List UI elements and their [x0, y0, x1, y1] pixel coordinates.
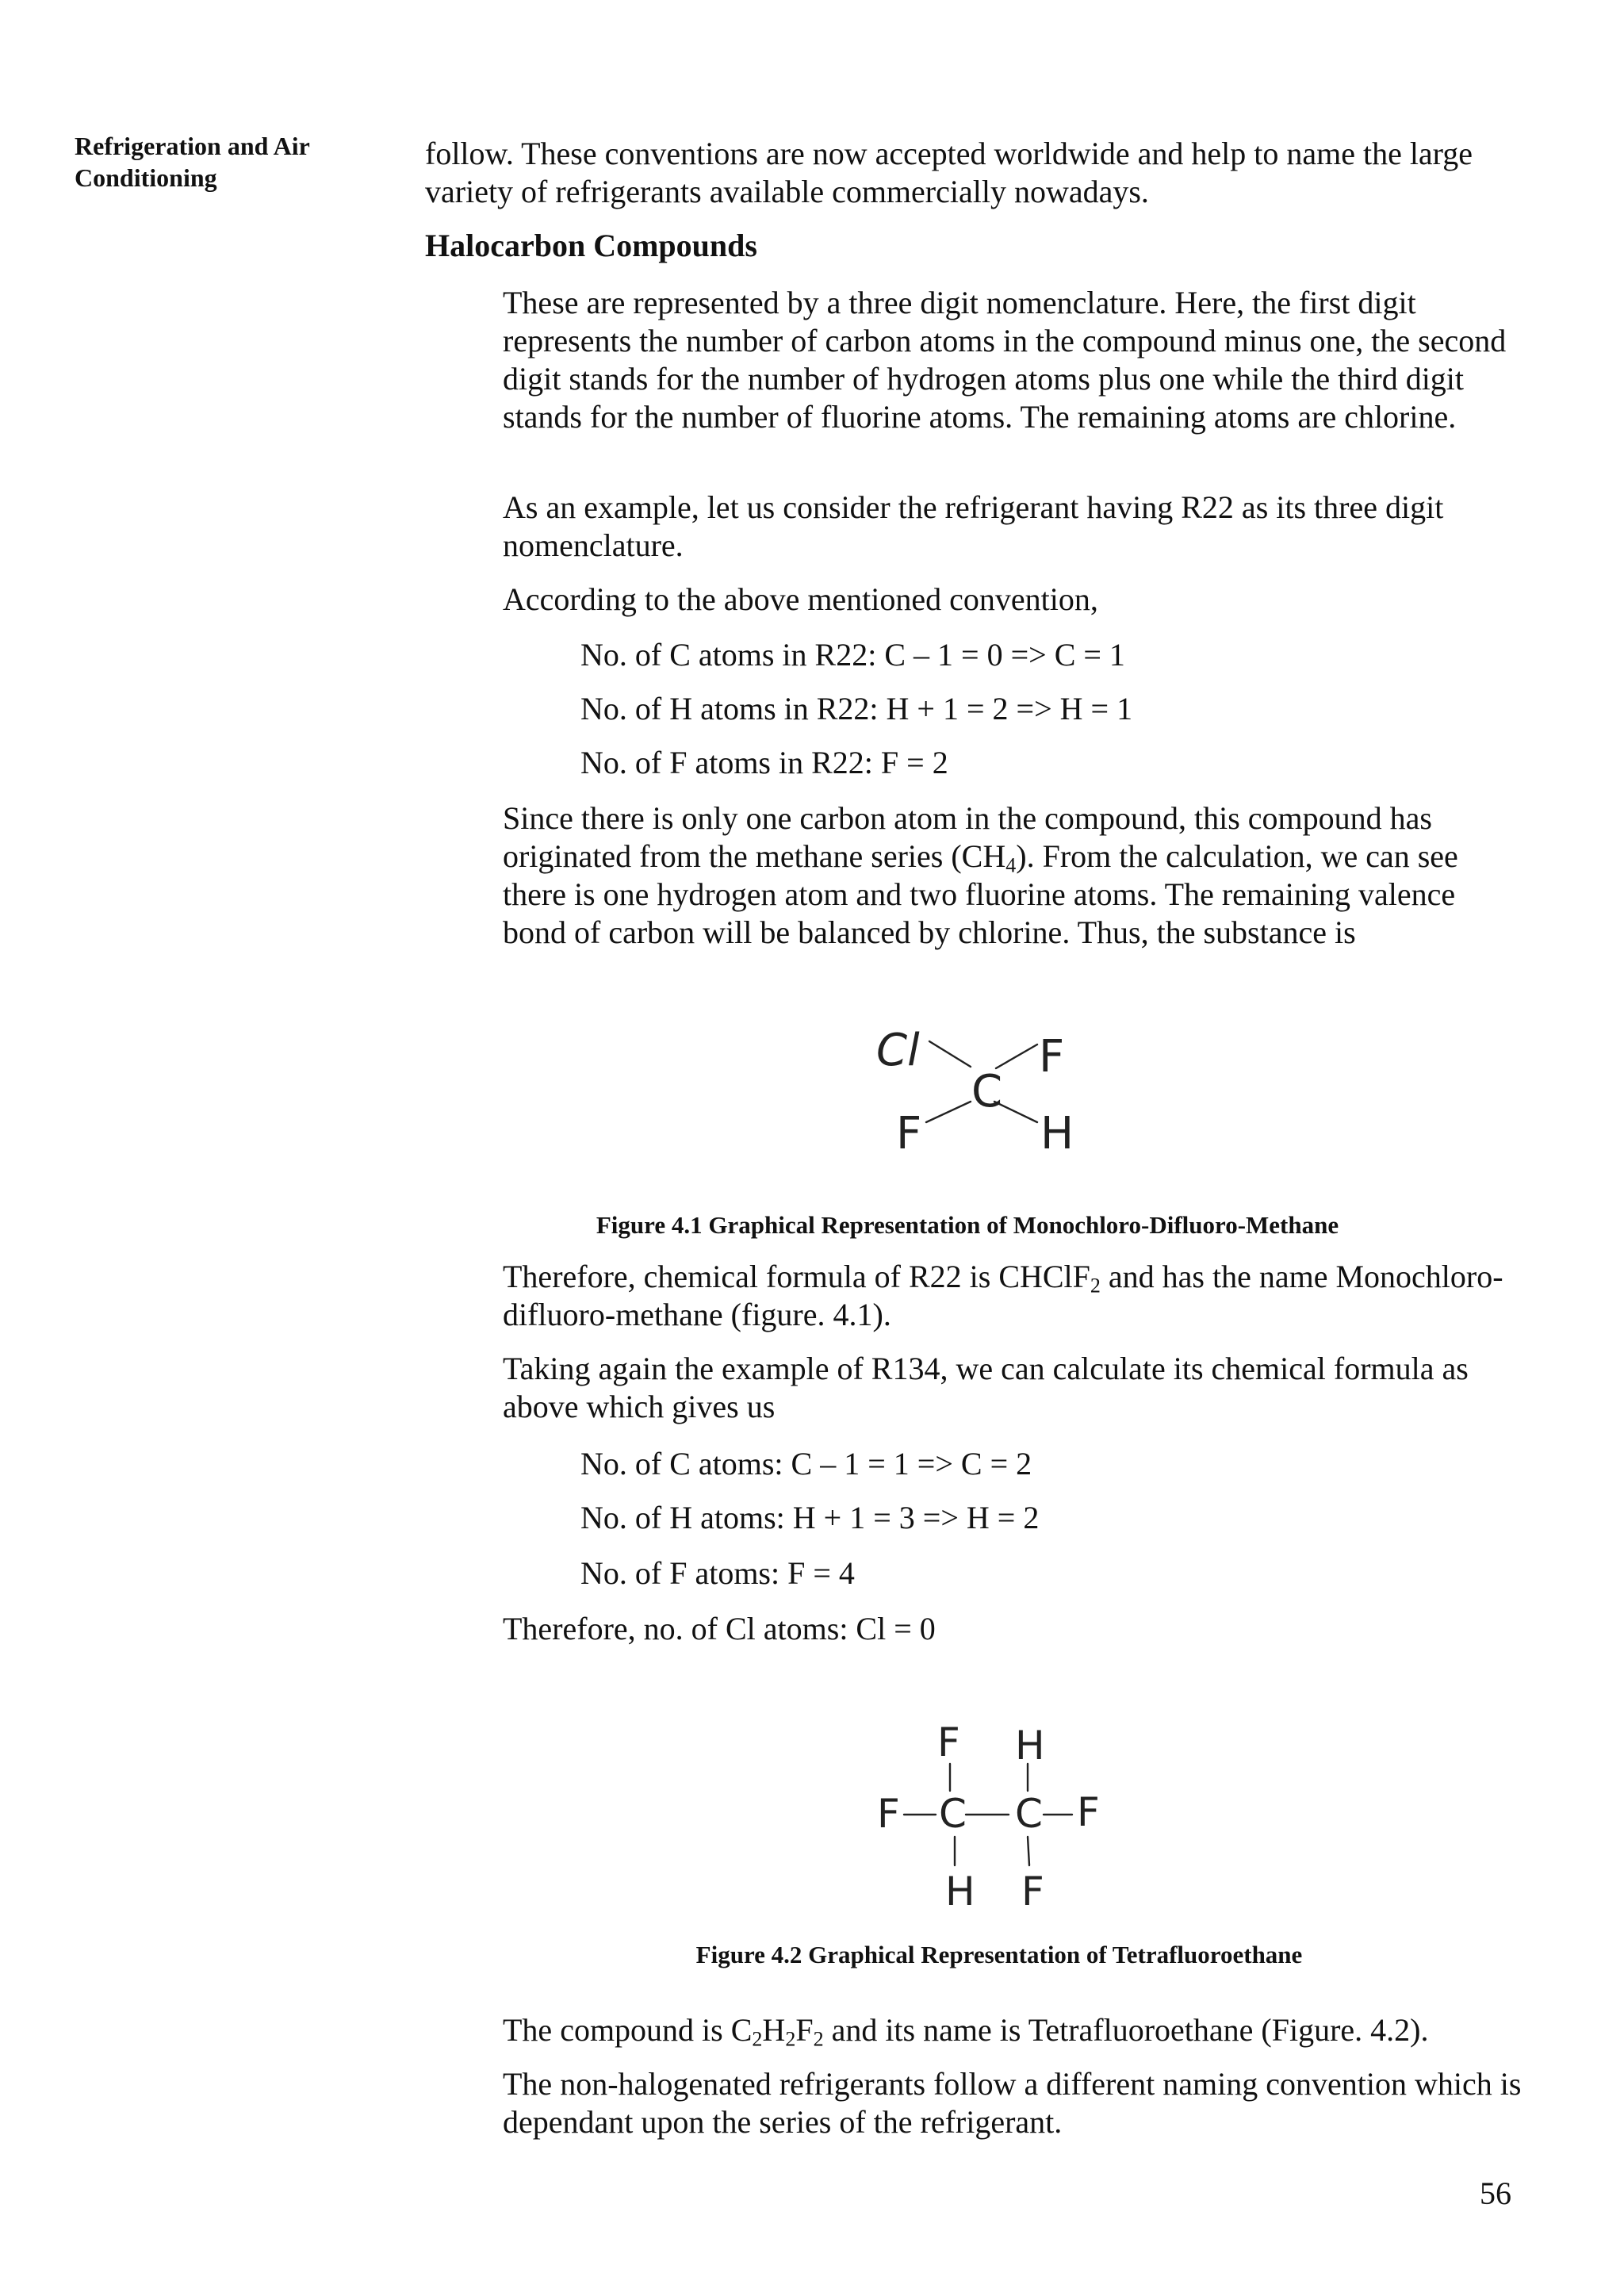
equation-r134-fluorine: No. of F atoms: F = 4	[580, 1555, 855, 1591]
paragraph-convention: According to the above mentioned convention,	[503, 581, 1098, 617]
equation-r22-carbon: No. of C atoms in R22: C – 1 = 0 => C = 1	[580, 637, 1125, 673]
paragraph-chlorine-count: Therefore, no. of Cl atoms: Cl = 0	[503, 1611, 936, 1646]
atom-c2: C	[1015, 1791, 1043, 1837]
figure-r22-structure	[864, 1019, 1086, 1166]
equation-r22-hydrogen: No. of H atoms in R22: H + 1 = 2 => H = 1	[580, 691, 1133, 726]
paragraph-r134-example: Taking again the example of R134, we can calculate its chemical formula as above which gives us	[503, 1351, 1469, 1424]
section-heading: Halocarbon Compounds	[425, 228, 757, 263]
atom-f-bottom-left: F	[896, 1108, 922, 1159]
atom-f-c2-bottom: F	[1021, 1869, 1044, 1913]
paragraph-tetrafluoroethane: The compound is $C_2H_2F_2$ and its name is Tetrafluoroethane (Figure. 4.2).	[503, 2012, 1429, 2051]
atom-c1: C	[939, 1791, 967, 1837]
atom-h-bottom-right: H	[1040, 1108, 1074, 1159]
atom-c-center: C	[971, 1066, 1003, 1117]
atom-h-c1-bottom: H	[945, 1869, 975, 1913]
atom-f-c1-top: F	[937, 1719, 960, 1765]
atom-f-c2-right: F	[1077, 1789, 1100, 1835]
page-number: 56	[1480, 2175, 1511, 2211]
paragraph-non-halogenated: The non-halogenated refrigerants follow a different naming convention which is dependant upon the series of the refrigerant.	[503, 2066, 1522, 2140]
paragraph-nomenclature: These are represented by a three digit nomenclature. Here, the first digit represents the number of carbon atoms in the compound minus one, the second digit stands for the number of hydrogen atoms plus one while the third digit stands for the number of fluorine atoms. The remaining atoms are chlorine.	[503, 285, 1507, 435]
paragraph-example-r22: As an example, let us consider the refrigerant having R22 as its three digit nomenclature.	[503, 489, 1444, 563]
equation-r134-hydrogen: No. of H atoms: H + 1 = 3 => H = 2	[580, 1500, 1040, 1535]
equation-r22-fluorine: No. of F atoms in R22: F = 2	[580, 745, 948, 780]
intro-paragraph: follow. These conventions are now accepted worldwide and help to name the large variety of refrigerants available commercially nowadays.	[425, 136, 1473, 209]
atom-h-c2-top: H	[1015, 1723, 1045, 1769]
paragraph-r22-formula: Therefore, chemical formula of R22 is CHClF$_2$ and has the name Monochloro-difluoro-methane (figure. 4.1).	[503, 1259, 1503, 1332]
atom-cl: Cl	[876, 1025, 920, 1076]
atom-f-top-right: F	[1039, 1031, 1065, 1083]
equation-r134-carbon: No. of C atoms: C – 1 = 1 => C = 2	[580, 1446, 1032, 1481]
figure-r134-structure	[872, 1715, 1118, 1913]
figure2-caption: Figure 4.2 Graphical Representation of Tetrafluoroethane	[695, 1941, 1303, 1968]
section-label: Refrigeration and Air Conditioning	[75, 132, 310, 192]
paragraph-methane-series: Since there is only one carbon atom in the compound, this compound has originated from the methane series $(CH_4)$. From the calculation, we can see there is one hydrogen atom and two fluorine atoms. The remaining valence bond of carbon will be balanced by chlorine. Thus, the substance is	[503, 800, 1458, 950]
atom-f-c1-left: F	[877, 1791, 900, 1837]
figure1-caption: Figure 4.1 Graphical Representation of Monochloro-Difluoro-Methane	[596, 1211, 1339, 1239]
